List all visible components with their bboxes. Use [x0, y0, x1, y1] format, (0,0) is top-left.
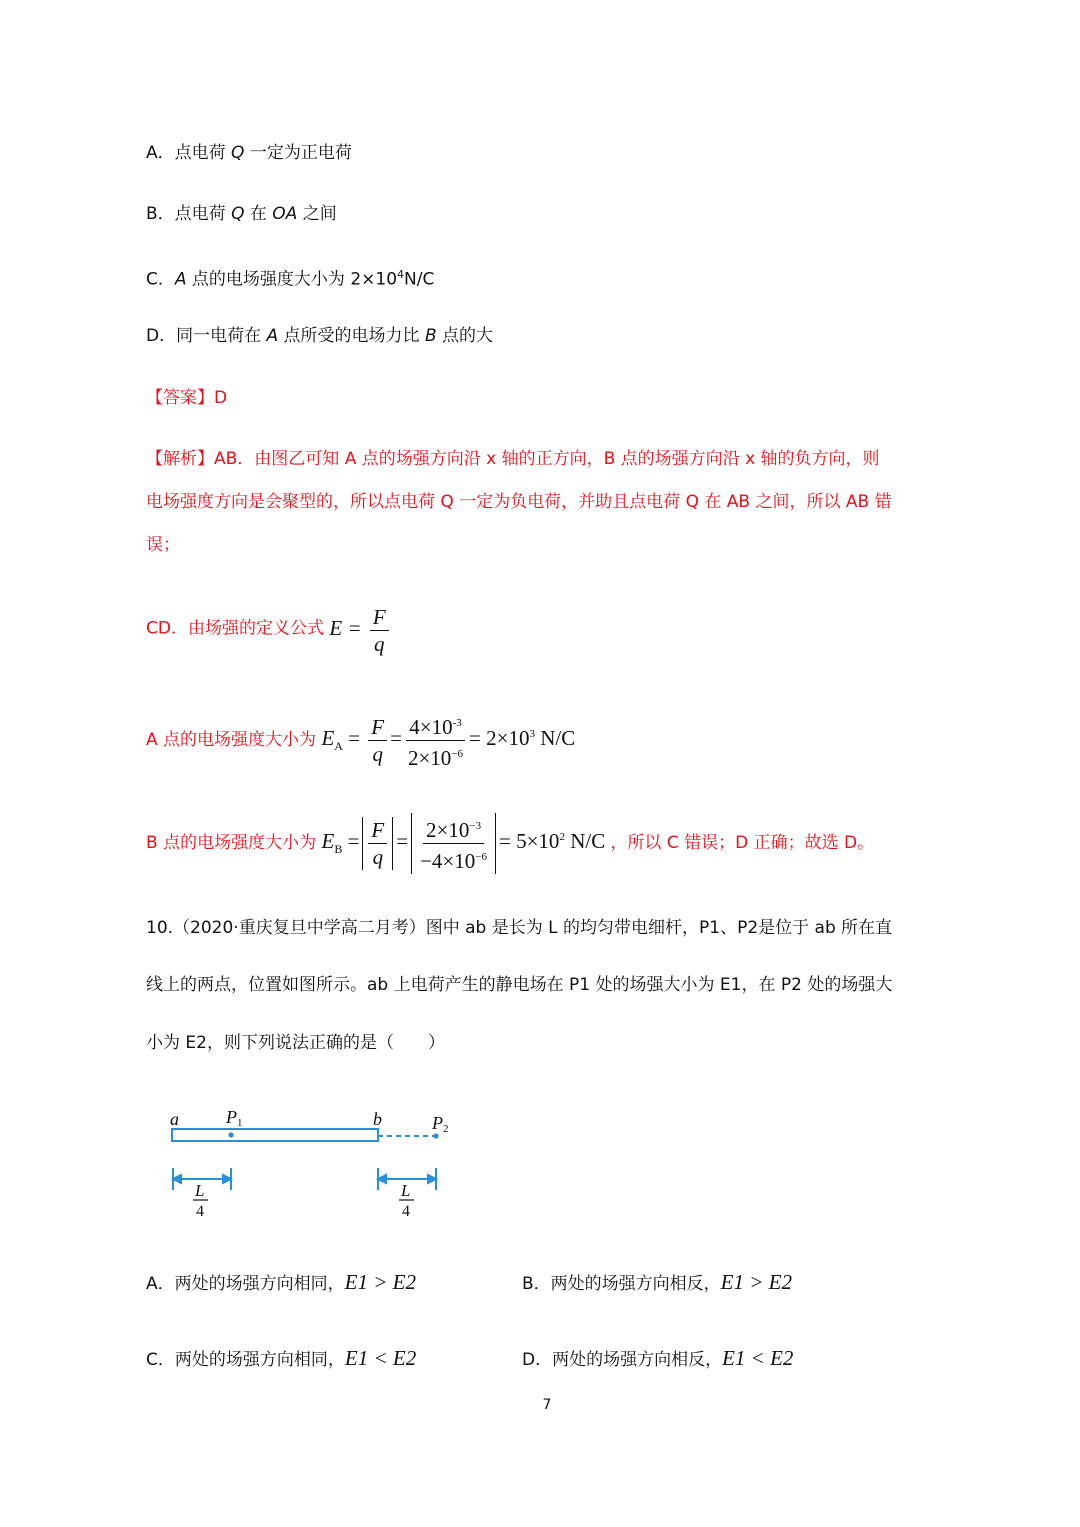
option-prev-d: D．同一电荷在 A 点所受的电场力比 B 点的大 — [146, 326, 494, 346]
option-q10-c: C．两处的场强方向相同，E1 < E2 — [146, 1346, 417, 1370]
formula-e-definition: E = $\frac{F}{q}$ — [329, 616, 391, 640]
option-q10-d: D．两处的场强方向相反，E1 < E2 — [522, 1346, 794, 1370]
analysis-line-1: 【解析】AB．由图乙可知 A 点的场强方向沿 x 轴的正方向，B 点的场强方向沿 x 轴的负方向，则 — [146, 449, 880, 469]
analysis-line-2: 电场强度方向是会聚型的，所以点电荷 Q 一定为负电荷，并助且点电荷 Q 在 AB 之间，所以 AB 错 — [146, 492, 892, 512]
option-q10-a: A．两处的场强方向相同，E1 > E2 — [146, 1270, 416, 1294]
analysis-cd-line: CD．由场强的定义公式 E = $\frac{F}{q}$ — [146, 600, 392, 657]
frac-left-den: 4 — [196, 1203, 204, 1220]
rod — [172, 1129, 378, 1141]
question-line-3: 小为 E2，则下列说法正确的是（ ） — [146, 1033, 445, 1053]
option-prev-c: C．A 点的电场强度大小为 $2\times 10^4N/C$ — [146, 268, 435, 290]
label-a: a — [170, 1109, 179, 1129]
analysis-eb-line: B 点的电场强度大小为 $E_B$ = $\frac{F}{q}$ = $\frac{2\times 10^{-3}}{-4\times 10^{-6}}$ = $5\times 10^2$ N/C ，所以 C 错误；D 正确；故选 D。 — [146, 806, 874, 880]
formula-ea: $E_A$ = $\frac{F}{q}$ = $\frac{4\times 10^{-3}}{2\times 10^{-6}}$ = $2\times 10^3$ N/C — [321, 726, 575, 750]
analysis-ea-line: A 点的电场强度大小为 $E_A$ = $\frac{F}{q}$ = $\frac{4\times 10^{-3}}{2\times 10^{-6}}$ = $2\times 10^3$ N/C — [146, 704, 575, 776]
rod-figure — [160, 1100, 480, 1230]
option-prev-a: A．点电荷 Q 一定为正电荷 — [146, 143, 352, 163]
point-p2 — [433, 1133, 438, 1138]
point-p1 — [228, 1132, 233, 1137]
formula-eb: $E_B$ = $\frac{F}{q}$ = $\frac{2\times 10^{-3}}{-4\times 10^{-6}}$ = $5\times 10^2$ N/C — [321, 829, 610, 853]
option-prev-b: B．点电荷 Q 在 OA 之间 — [146, 204, 337, 224]
question-line-2: 线上的两点，位置如图所示。ab 上电荷产生的静电场在 P1 处的场强大小为 E1，在 P2 处的场强大 — [146, 975, 893, 995]
label-p1: P1 — [226, 1107, 243, 1129]
label-p2: P2 — [432, 1113, 449, 1135]
answer: 【答案】D — [146, 388, 228, 408]
frac-left-num: L — [195, 1181, 205, 1200]
frac-right-num: L — [401, 1181, 411, 1200]
label-b: b — [373, 1109, 382, 1129]
option-q10-b: B．两处的场强方向相反，E1 > E2 — [522, 1270, 792, 1294]
question-line-1: 10.（2020·重庆复旦中学高二月考）图中 ab 是长为 L 的均匀带电细杆，P1、P2是位于 ab 所在直 — [146, 918, 893, 938]
analysis-line-3: 误； — [146, 535, 180, 555]
frac-right-den: 4 — [402, 1203, 410, 1220]
page-number: 7 — [542, 1397, 552, 1413]
